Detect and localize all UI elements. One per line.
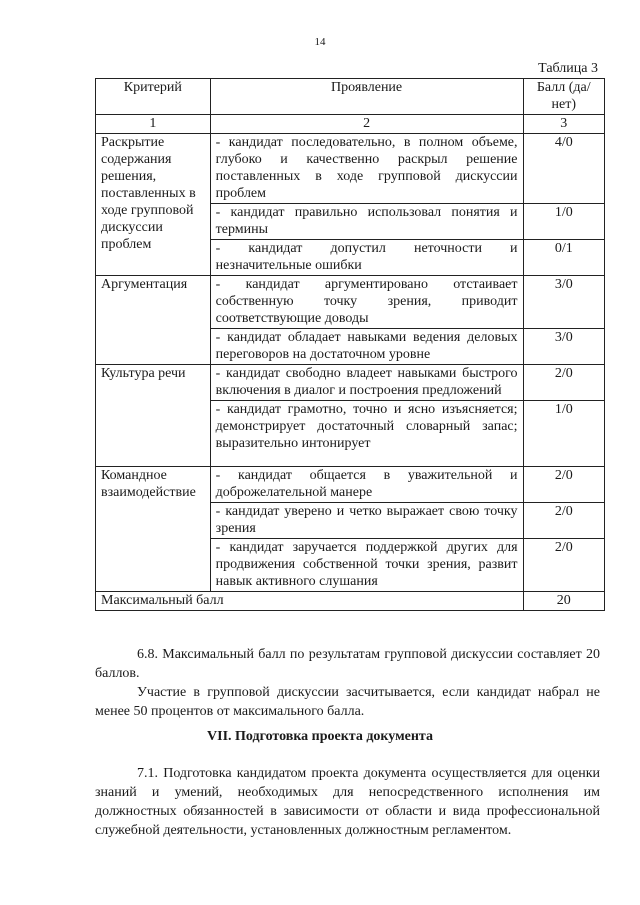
- header-criterion: Критерий: [96, 79, 211, 115]
- criteria-table: [95, 78, 605, 611]
- manifestation-cell: - кандидат обладает навыками ведения деловых переговоров на достаточном уровне: [210, 329, 523, 365]
- score-cell: 1/0: [523, 401, 604, 467]
- table-row: [96, 467, 605, 503]
- paragraph-block-1: [95, 645, 600, 721]
- score-cell: 1/0: [523, 204, 604, 240]
- table-caption: Таблица 3: [538, 61, 598, 76]
- manifestation-cell: - кандидат заручается поддержкой других для продвижения собственной точки зрения, развит навык активного слушания: [210, 539, 523, 592]
- total-label: Максимальный балл: [96, 592, 524, 611]
- paragraph: 6.8. Максимальный балл по результатам групповой дискуссии составляет 20 баллов.: [95, 647, 600, 681]
- header-manifestation: Проявление: [210, 79, 523, 115]
- column-number: 2: [210, 115, 523, 134]
- score-cell: 2/0: [523, 539, 604, 592]
- section-heading: VII. Подготовка проекта документа: [207, 729, 433, 744]
- manifestation-cell: - кандидат правильно использовал понятия и термины: [210, 204, 523, 240]
- manifestation-cell: - кандидат допустил неточности и незначительные ошибки: [210, 240, 523, 276]
- criterion-cell: Командное взаимодействие: [96, 467, 211, 592]
- manifestation-cell: - кандидат уверено и четко выражает свою точку зрения: [210, 503, 523, 539]
- score-cell: 0/1: [523, 240, 604, 276]
- total-row: [96, 592, 605, 611]
- manifestation-cell: - кандидат аргументировано отстаивает собственную точку зрения, приводит соответствующие доводы: [210, 276, 523, 329]
- table-row: [96, 276, 605, 329]
- column-number: 3: [523, 115, 604, 134]
- paragraph: Участие в групповой дискуссии засчитывается, если кандидат набрал не менее 50 процентов от максимального балла.: [95, 685, 600, 719]
- manifestation-cell: - кандидат свободно владеет навыками быстрого включения в диалог и построения предложений: [210, 365, 523, 401]
- table-header-row: [96, 79, 605, 115]
- column-number: 1: [96, 115, 211, 134]
- paragraph-block-2: [95, 764, 600, 840]
- paragraph: 7.1. Подготовка кандидатом проекта документа осуществляется для оценки знаний и умений, необходимых для непосредственного исполнения им должностных обязанностей в зависимости от области и вида профессиональной служебной деятельности, установленных должностным регламентом.: [95, 766, 600, 838]
- criterion-cell: Культура речи: [96, 365, 211, 467]
- criterion-cell: Аргументация: [96, 276, 211, 365]
- criterion-cell: Раскрытие содержания решения, поставленных в ходе групповой дискуссии проблем: [96, 134, 211, 276]
- score-cell: 4/0: [523, 134, 604, 204]
- manifestation-cell: - кандидат общается в уважительной и доброжелательной манере: [210, 467, 523, 503]
- header-score: Балл (да/нет): [523, 79, 604, 115]
- manifestation-cell: - кандидат грамотно, точно и ясно изъясняется; демонстрирует достаточный словарный запас; выразительно интонирует: [210, 401, 523, 467]
- page-number: 14: [314, 36, 326, 48]
- score-cell: 2/0: [523, 365, 604, 401]
- column-number-row: [96, 115, 605, 134]
- score-cell: 3/0: [523, 276, 604, 329]
- total-value: 20: [523, 592, 604, 611]
- score-cell: 3/0: [523, 329, 604, 365]
- score-cell: 2/0: [523, 503, 604, 539]
- score-cell: 2/0: [523, 467, 604, 503]
- table-row: [96, 134, 605, 204]
- table-row: [96, 365, 605, 401]
- manifestation-cell: - кандидат последовательно, в полном объеме, глубоко и качественно раскрыл решение поставленных в ходе групповой дискуссии проблем: [210, 134, 523, 204]
